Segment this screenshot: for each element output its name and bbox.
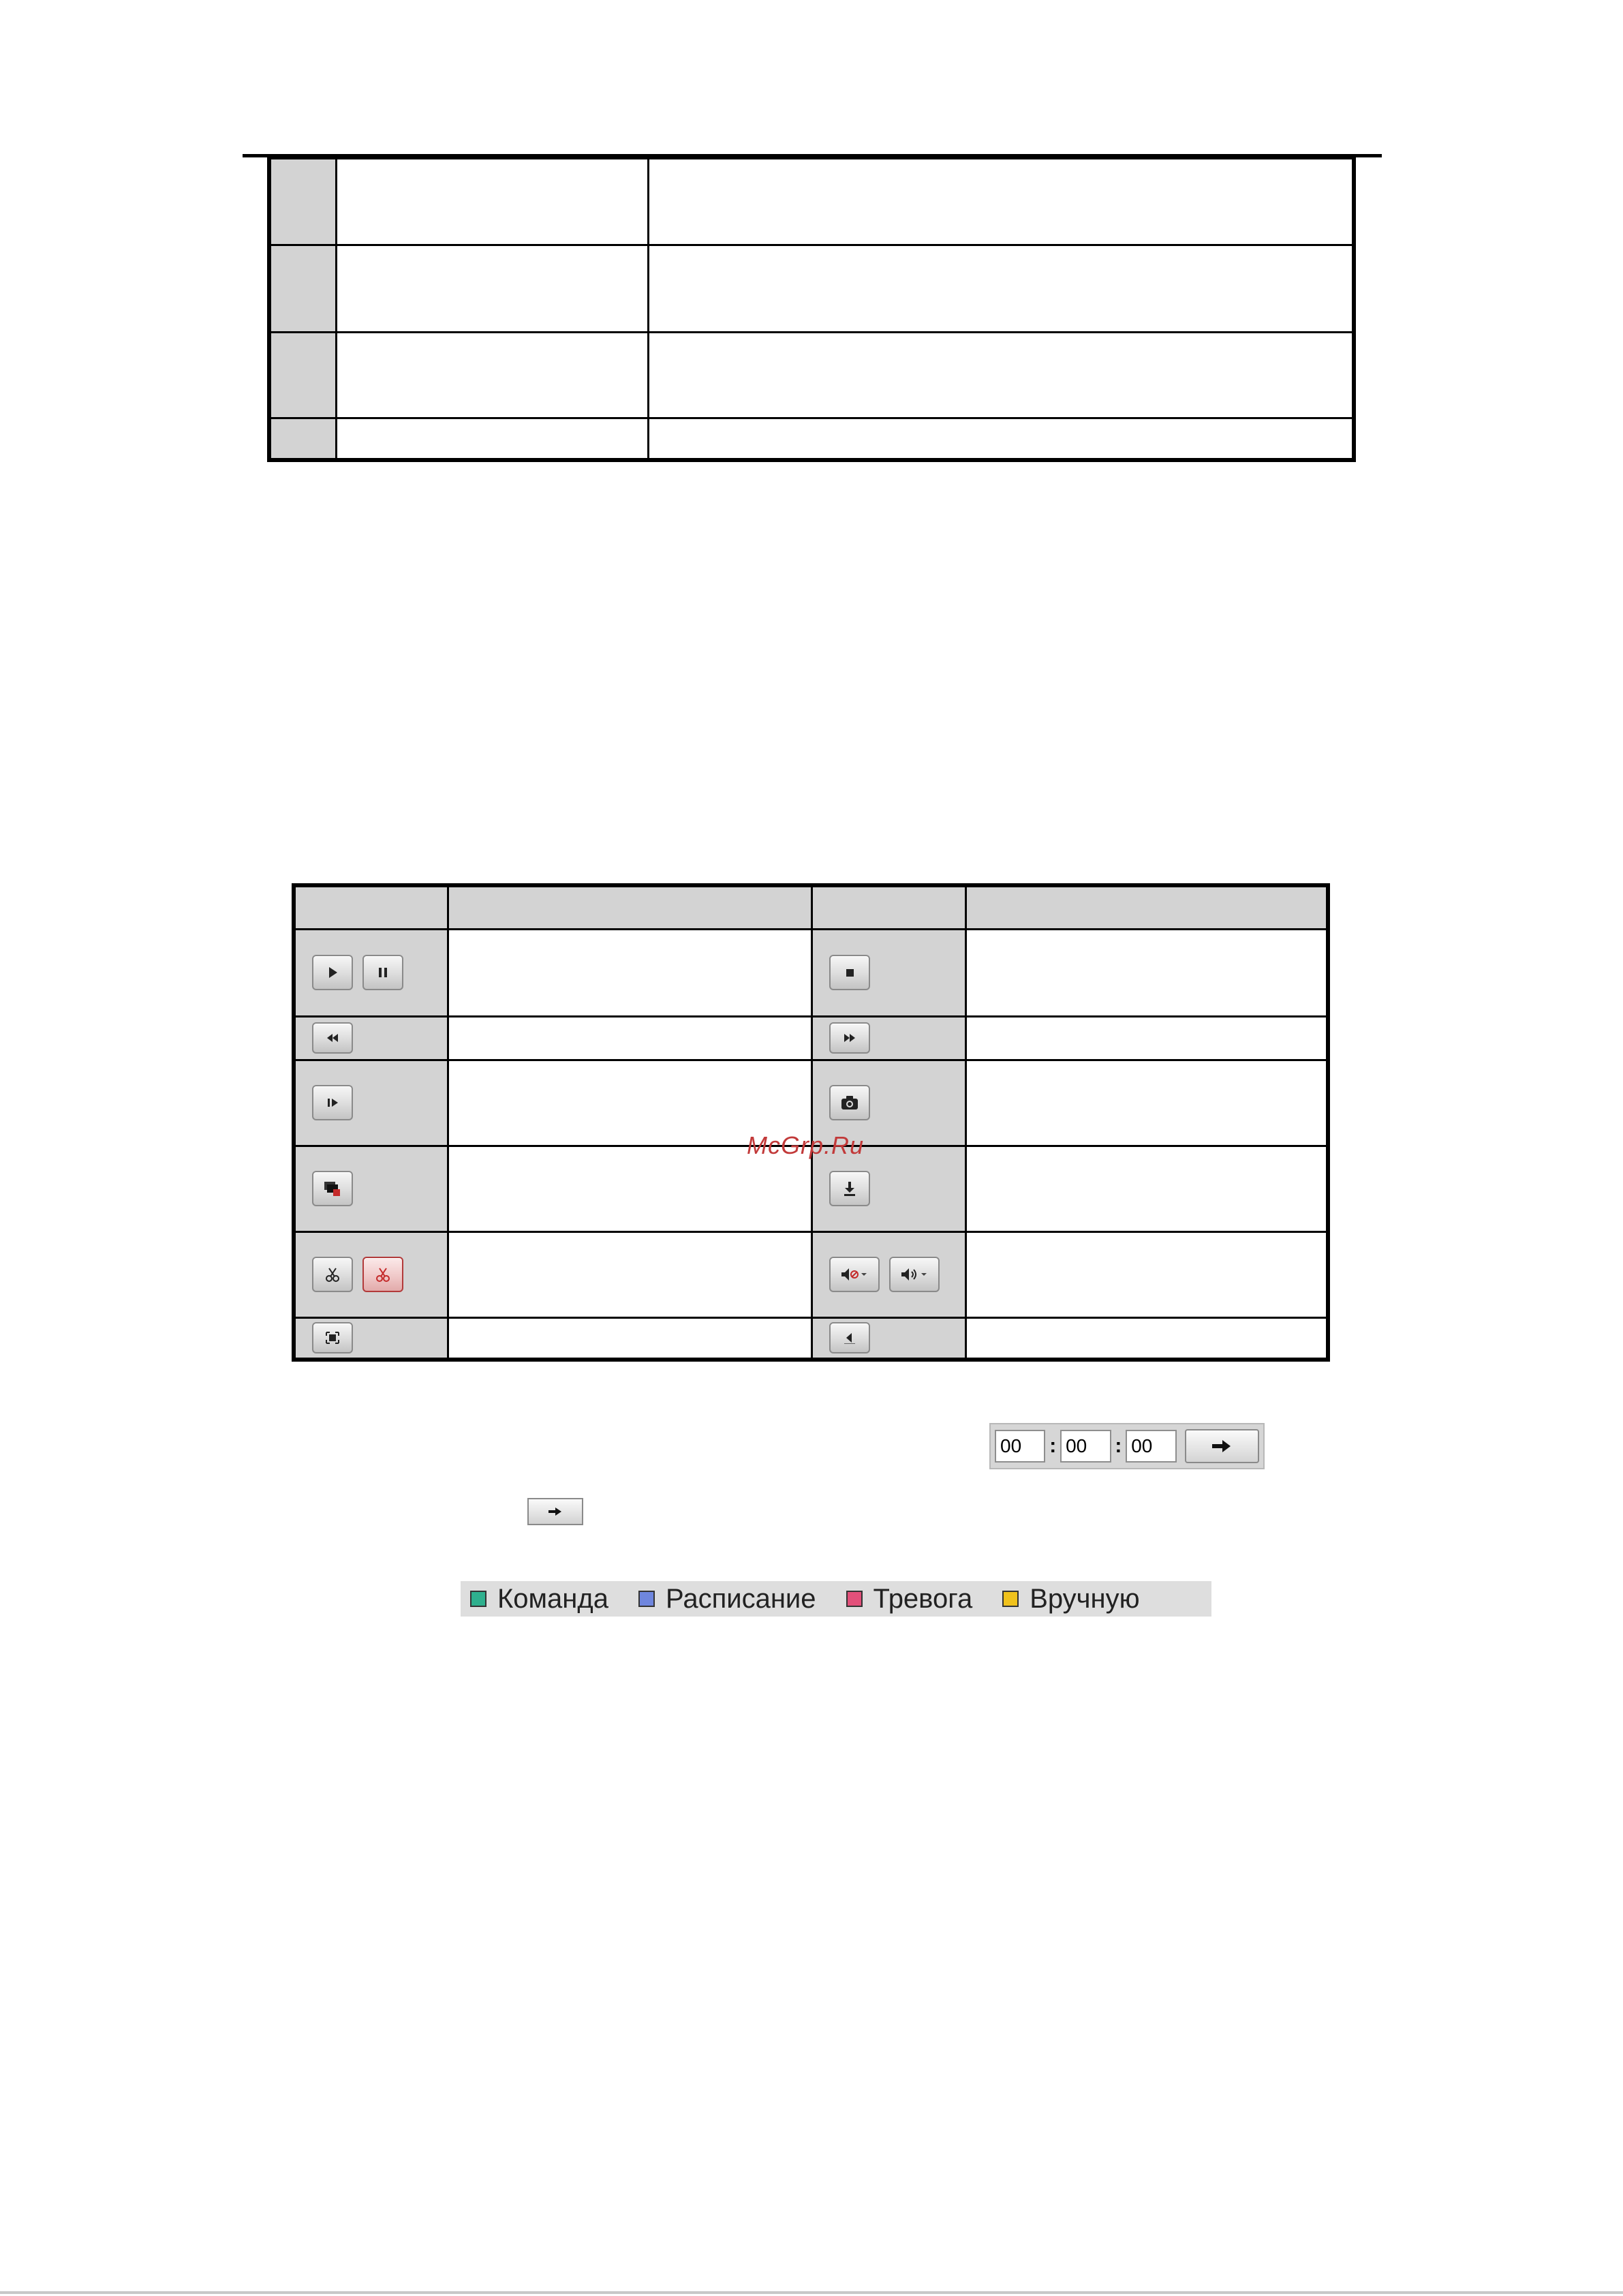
capture-button[interactable] [829, 1085, 870, 1120]
table-row [294, 1016, 1328, 1060]
table-header-cell [448, 885, 812, 929]
table-cell [448, 1016, 812, 1060]
record-type-legend [461, 1581, 1211, 1617]
audio-mute-icon [839, 1266, 869, 1283]
arrow-right-icon [546, 1506, 564, 1517]
time-separator: : [1049, 1435, 1057, 1457]
legend-swatch [638, 1591, 655, 1607]
table-cell [336, 332, 648, 418]
slow-forward-button[interactable] [312, 1022, 353, 1054]
audio-off-button[interactable] [829, 1257, 880, 1292]
legend-item-command [461, 1584, 608, 1614]
table-cell [336, 418, 648, 460]
minutes-input[interactable]: 00 [1060, 1430, 1111, 1463]
table-row [269, 332, 1354, 418]
time-separator: : [1115, 1435, 1122, 1457]
clip-start-button[interactable] [312, 1257, 353, 1292]
table-cell [965, 1146, 1328, 1231]
legend-label: Команда [497, 1583, 608, 1614]
table-cell [965, 1231, 1328, 1317]
table-cell [269, 157, 336, 245]
table-row [269, 245, 1354, 332]
audio-on-button[interactable] [889, 1257, 940, 1292]
table-cell [294, 1231, 448, 1317]
table-cell [448, 1231, 812, 1317]
single-frame-icon [324, 1095, 341, 1110]
table-cell [294, 1060, 448, 1146]
table-cell [648, 157, 1354, 245]
legend-item-schedule [629, 1584, 816, 1614]
table-cell [294, 1317, 448, 1360]
go-button-inline[interactable] [527, 1498, 583, 1525]
play-icon [325, 965, 340, 980]
legend-label: Тревога [873, 1583, 973, 1614]
table-cell [812, 1231, 965, 1317]
table-cell [965, 1060, 1328, 1146]
table-header-cell [294, 885, 448, 929]
table-cell [648, 418, 1354, 460]
hours-input[interactable]: 00 [995, 1430, 1045, 1463]
download-button[interactable] [829, 1171, 870, 1206]
rewind-icon [324, 1031, 341, 1045]
legend-label: Расписание [665, 1583, 816, 1614]
table-row [269, 418, 1354, 460]
table-header-cell [965, 885, 1328, 929]
table-cell [812, 929, 965, 1016]
table-cell [294, 1016, 448, 1060]
fast-forward-icon [841, 1031, 858, 1045]
play-button[interactable] [312, 955, 353, 990]
clip-stop-button[interactable] [362, 1257, 403, 1292]
fast-forward-button[interactable] [829, 1022, 870, 1054]
fullscreen-icon [324, 1330, 341, 1345]
table-header-row [294, 885, 1328, 929]
table-cell [965, 1317, 1328, 1360]
footer-rule [0, 2291, 1623, 2294]
fullscreen-button[interactable] [312, 1322, 353, 1353]
clip-record-icon [322, 1180, 343, 1197]
table-cell [965, 1016, 1328, 1060]
table-header-cell [812, 885, 965, 929]
stop-button[interactable] [829, 955, 870, 990]
table-cell [448, 929, 812, 1016]
scissors-active-icon [374, 1266, 392, 1283]
watermark: McGrp.Ru [747, 1131, 865, 1159]
table-row [294, 1317, 1328, 1360]
table-cell [648, 332, 1354, 418]
table-cell [294, 929, 448, 1016]
go-to-time-button[interactable] [1185, 1429, 1259, 1463]
table-row [294, 929, 1328, 1016]
legend-swatch [846, 1591, 863, 1607]
playback-buttons-table [292, 883, 1330, 1362]
legend-item-alarm [837, 1584, 973, 1614]
table-cell [269, 245, 336, 332]
pause-button[interactable] [362, 955, 403, 990]
table-cell [336, 245, 648, 332]
table-cell [648, 245, 1354, 332]
table-cell [812, 1317, 965, 1360]
collapse-toolbar-button[interactable] [829, 1322, 870, 1353]
table-cell [336, 157, 648, 245]
table-cell [812, 1016, 965, 1060]
table-cell [965, 929, 1328, 1016]
clip-record-button[interactable] [312, 1171, 353, 1206]
top-table [267, 155, 1356, 462]
download-icon [841, 1180, 858, 1197]
collapse-left-icon [841, 1330, 858, 1345]
legend-item-manual [993, 1584, 1139, 1614]
audio-volume-icon [899, 1266, 929, 1283]
legend-label: Вручную [1030, 1583, 1140, 1614]
stop-icon [842, 965, 857, 980]
table-cell [269, 332, 336, 418]
table-cell [294, 1146, 448, 1231]
pause-icon [375, 965, 390, 980]
table-cell [448, 1317, 812, 1360]
table-row [294, 1231, 1328, 1317]
arrow-right-icon [1210, 1439, 1233, 1454]
single-frame-button[interactable] [312, 1085, 353, 1120]
legend-swatch [1002, 1591, 1019, 1607]
seconds-input[interactable]: 00 [1126, 1430, 1176, 1463]
table-row [269, 157, 1354, 245]
camera-icon [839, 1095, 860, 1111]
time-input-widget [989, 1423, 1265, 1469]
legend-swatch [470, 1591, 486, 1607]
table-cell [269, 418, 336, 460]
scissors-icon [324, 1266, 341, 1283]
